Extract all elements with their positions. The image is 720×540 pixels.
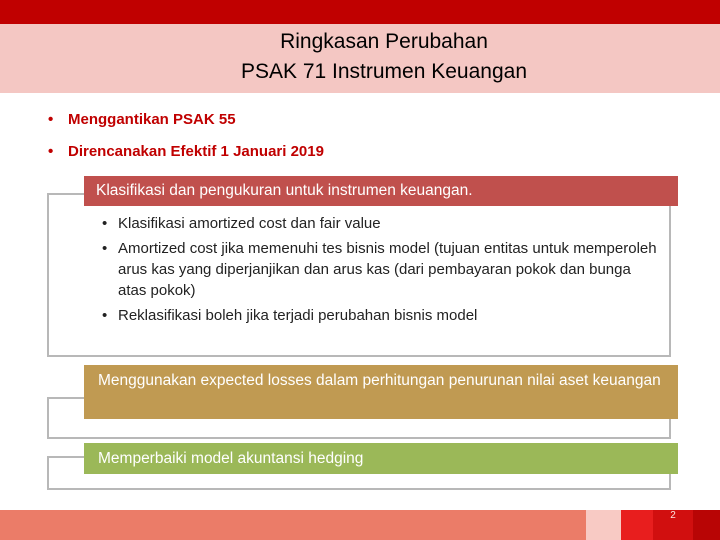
- top-accent-bar: [0, 0, 720, 24]
- section-3-header: Memperbaiki model akuntansi hedging: [84, 443, 678, 474]
- key-point-item: • Menggantikan PSAK 55: [48, 107, 324, 139]
- section-1-detail-item: • Reklasifikasi boleh jika terjadi perubahan bisnis model: [100, 305, 662, 326]
- page-number: 2: [670, 510, 676, 521]
- section-1-detail-item: • Amortized cost jika memenuhi tes bisnis model (tujuan entitas untuk memperoleh arus kas yang diperjanjikan dan arus kas (dari pembayaran pokok dan bunga atas pokok): [100, 238, 662, 301]
- section-1-detail-item: • Klasifikasi amortized cost dan fair value: [100, 213, 662, 234]
- key-points-list: [48, 107, 324, 171]
- slide-title-line-2: PSAK 71 Instrumen Keuangan: [240, 60, 528, 83]
- footer-accent-block: [621, 510, 653, 540]
- slide-title: [0, 27, 720, 87]
- section-1-header: Klasifikasi dan pengukuran untuk instrumen keuangan.: [84, 176, 678, 206]
- footer-accent-block: [693, 510, 720, 540]
- section-2-header: Menggunakan expected losses dalam perhitungan penurunan nilai aset keuangan: [84, 365, 678, 419]
- section-1-detail-list: [100, 213, 662, 330]
- slide-title-line-1: Ringkasan Perubahan: [280, 30, 488, 53]
- key-point-item: • Direncanakan Efektif 1 Januari 2019: [48, 139, 324, 171]
- footer-accent-block: [586, 510, 621, 540]
